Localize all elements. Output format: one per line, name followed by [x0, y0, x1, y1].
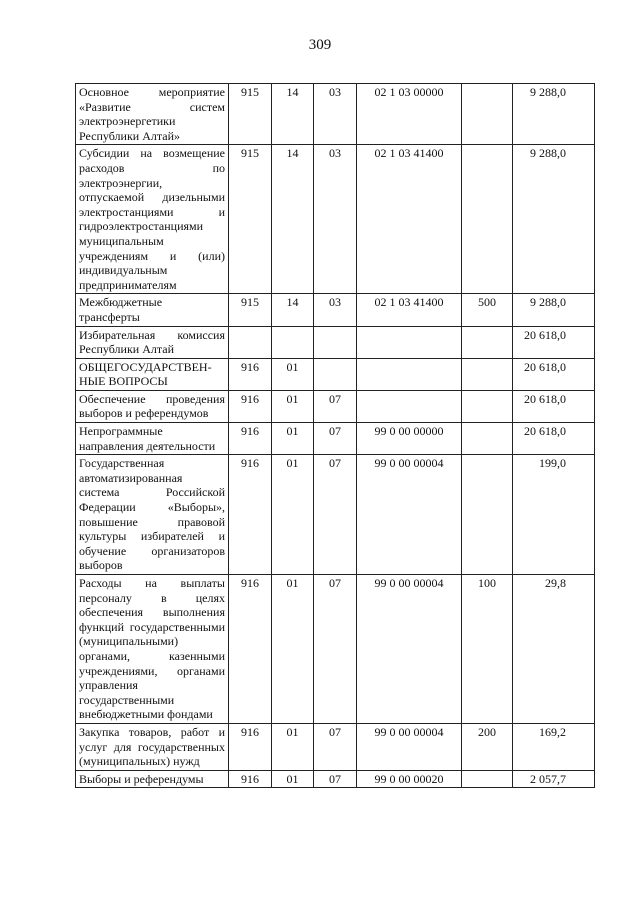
row-gr-cell: 916 — [229, 770, 272, 788]
row-gr-cell: 915 — [229, 145, 272, 294]
row-gr-cell: 916 — [229, 390, 272, 422]
row-vr-cell — [462, 423, 513, 455]
row-name-cell: Выборы и референдумы — [76, 770, 229, 788]
row-name-cell: Избирательная комиссия Республики Алтай — [76, 326, 229, 358]
row-rz-cell: 14 — [272, 84, 314, 145]
table-row — [76, 455, 595, 575]
row-pr-cell — [314, 358, 357, 390]
table-row — [76, 723, 595, 770]
table-row — [76, 145, 595, 294]
row-name-cell: Основное мероприятие «Развитие систем электроэнергетики Республики Алтай» — [76, 84, 229, 145]
row-gr-cell: 915 — [229, 294, 272, 326]
row-pr-cell: 07 — [314, 455, 357, 575]
table-row — [76, 390, 595, 422]
row-pr-cell: 03 — [314, 84, 357, 145]
row-sum-cell: 2 057,7 — [513, 770, 595, 788]
row-sum-cell: 9 288,0 — [513, 84, 595, 145]
row-pr-cell: 07 — [314, 575, 357, 724]
row-cs-cell: 99 0 00 00000 — [357, 423, 462, 455]
table-row — [76, 358, 595, 390]
row-gr-cell: 916 — [229, 358, 272, 390]
row-rz-cell: 01 — [272, 575, 314, 724]
row-vr-cell — [462, 358, 513, 390]
row-pr-cell: 07 — [314, 390, 357, 422]
row-pr-cell: 07 — [314, 723, 357, 770]
row-pr-cell: 07 — [314, 423, 357, 455]
row-sum-cell: 9 288,0 — [513, 145, 595, 294]
row-name-cell: ОБЩЕГОСУДАРСТВЕН-НЫЕ ВОПРОСЫ — [76, 358, 229, 390]
row-rz-cell: 01 — [272, 390, 314, 422]
budget-table-body — [76, 84, 595, 788]
page-number: 309 — [308, 37, 332, 53]
row-gr-cell: 916 — [229, 423, 272, 455]
row-vr-cell: 200 — [462, 723, 513, 770]
row-sum-cell: 29,8 — [513, 575, 595, 724]
row-sum-cell: 20 618,0 — [513, 358, 595, 390]
row-cs-cell: 02 1 03 41400 — [357, 294, 462, 326]
row-rz-cell: 14 — [272, 294, 314, 326]
row-vr-cell — [462, 770, 513, 788]
row-cs-cell: 02 1 03 41400 — [357, 145, 462, 294]
table-row — [76, 84, 595, 145]
row-gr-cell: 916 — [229, 575, 272, 724]
row-rz-cell: 01 — [272, 770, 314, 788]
row-cs-cell — [357, 358, 462, 390]
row-sum-cell: 20 618,0 — [513, 390, 595, 422]
row-vr-cell — [462, 455, 513, 575]
row-vr-cell — [462, 145, 513, 294]
row-rz-cell: 01 — [272, 423, 314, 455]
row-rz-cell: 01 — [272, 455, 314, 575]
row-name-cell: Закупка товаров, работ и услуг для государственных (муниципальных) нужд — [76, 723, 229, 770]
row-sum-cell: 199,0 — [513, 455, 595, 575]
row-gr-cell: 915 — [229, 84, 272, 145]
row-pr-cell — [314, 326, 357, 358]
row-sum-cell: 9 288,0 — [513, 294, 595, 326]
row-cs-cell: 99 0 00 00004 — [357, 455, 462, 575]
row-vr-cell: 100 — [462, 575, 513, 724]
row-pr-cell: 07 — [314, 770, 357, 788]
table-row — [76, 770, 595, 788]
row-vr-cell: 500 — [462, 294, 513, 326]
table-row — [76, 294, 595, 326]
row-vr-cell — [462, 326, 513, 358]
row-cs-cell — [357, 390, 462, 422]
row-gr-cell — [229, 326, 272, 358]
row-name-cell: Межбюджетные трансферты — [76, 294, 229, 326]
row-gr-cell: 916 — [229, 455, 272, 575]
row-sum-cell: 20 618,0 — [513, 423, 595, 455]
row-vr-cell — [462, 390, 513, 422]
row-sum-cell: 20 618,0 — [513, 326, 595, 358]
row-cs-cell — [357, 326, 462, 358]
row-name-cell: Субсидии на возмещение расходов по электроэнергии, отпускаемой дизельными электростанциями и гидроэлектростанциями муниципальным учреждениям и (или) индивидуальным предпринимателям — [76, 145, 229, 294]
row-rz-cell: 01 — [272, 723, 314, 770]
row-cs-cell: 99 0 00 00004 — [357, 723, 462, 770]
row-pr-cell: 03 — [314, 294, 357, 326]
row-sum-cell: 169,2 — [513, 723, 595, 770]
row-rz-cell: 01 — [272, 358, 314, 390]
table-row — [76, 575, 595, 724]
table-row — [76, 423, 595, 455]
row-vr-cell — [462, 84, 513, 145]
budget-table — [75, 83, 595, 788]
row-name-cell: Государственная автоматизированная система Российской Федерации «Выборы», повышение правовой культуры избирателей и обучение организаторов выборов — [76, 455, 229, 575]
table-row — [76, 326, 595, 358]
row-pr-cell: 03 — [314, 145, 357, 294]
row-gr-cell: 916 — [229, 723, 272, 770]
row-rz-cell — [272, 326, 314, 358]
row-cs-cell: 99 0 00 00004 — [357, 575, 462, 724]
row-name-cell: Непрограммные направления деятельности — [76, 423, 229, 455]
row-name-cell: Расходы на выплаты персоналу в целях обеспечения выполнения функций государственными (муниципальными) органами, казенными учреждениями, органами управления государственными внебюджетными фондами — [76, 575, 229, 724]
row-cs-cell: 99 0 00 00020 — [357, 770, 462, 788]
row-cs-cell: 02 1 03 00000 — [357, 84, 462, 145]
row-rz-cell: 14 — [272, 145, 314, 294]
row-name-cell: Обеспечение проведения выборов и референдумов — [76, 390, 229, 422]
